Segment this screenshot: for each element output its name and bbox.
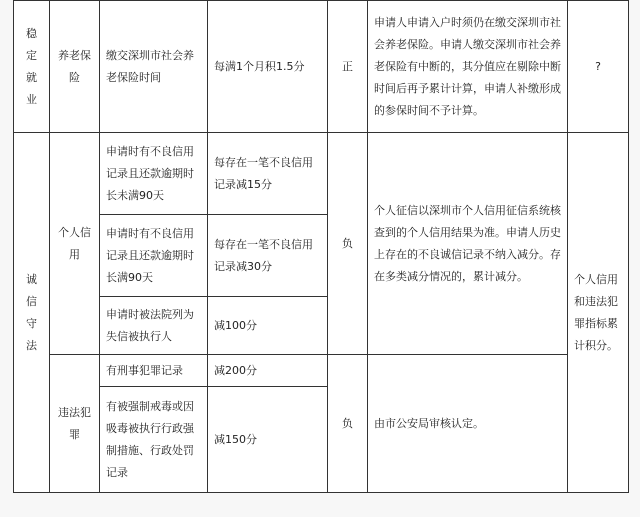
note-pension: 申请人申请入户时须仍在缴交深圳市社会养老保险。申请人缴交深圳市社会养老保险有中断的，其分值应在剔除中断时间后再予累计计算，申请人补缴形成的参保时间不予计算。 <box>368 1 568 133</box>
criteria-crime-2: 有被强制戒毒或因吸毒被执行行政强制措施、行政处罚记录 <box>100 387 208 493</box>
score-credit-3: 减100分 <box>208 297 328 355</box>
sign-pension: 正 <box>328 1 368 133</box>
row-credit-1 <box>14 133 629 215</box>
score-credit-1: 每存在一笔不良信用记录减15分 <box>208 133 328 215</box>
score-pension: 每满1个月积1.5分 <box>208 1 328 133</box>
points-table <box>13 0 629 493</box>
category-stable-employment: 稳定就业 <box>14 1 50 133</box>
score-crime-2: 减150分 <box>208 387 328 493</box>
criteria-credit-1: 申请时有不良信用记录且还款逾期时长未满90天 <box>100 133 208 215</box>
score-crime-1: 减200分 <box>208 355 328 387</box>
note-credit: 个人征信以深圳市个人信用征信系统核查到的个人信用结果为准。申请人历史上存在的不良诚信记录不纳入减分。存在多类减分情况的，累计减分。 <box>368 133 568 355</box>
remark-integrity: 个人信用和违法犯罪指标累计积分。 <box>568 133 629 493</box>
row-crime-1 <box>14 355 629 387</box>
note-crime: 由市公安局审核认定。 <box>368 355 568 493</box>
criteria-crime-1: 有刑事犯罪记录 <box>100 355 208 387</box>
category-integrity: 诚信守法 <box>14 133 50 493</box>
item-personal-credit: 个人信用 <box>50 133 100 355</box>
row-pension <box>14 1 629 133</box>
sign-crime: 负 <box>328 355 368 493</box>
criteria-credit-3: 申请时被法院列为失信被执行人 <box>100 297 208 355</box>
item-crime: 违法犯罪 <box>50 355 100 493</box>
item-pension: 养老保险 <box>50 1 100 133</box>
criteria-pension: 缴交深圳市社会养老保险时间 <box>100 1 208 133</box>
criteria-credit-2: 申请时有不良信用记录且还款逾期时长满90天 <box>100 215 208 297</box>
remark-pension: ? <box>568 1 629 133</box>
score-credit-2: 每存在一笔不良信用记录减30分 <box>208 215 328 297</box>
sign-credit: 负 <box>328 133 368 355</box>
